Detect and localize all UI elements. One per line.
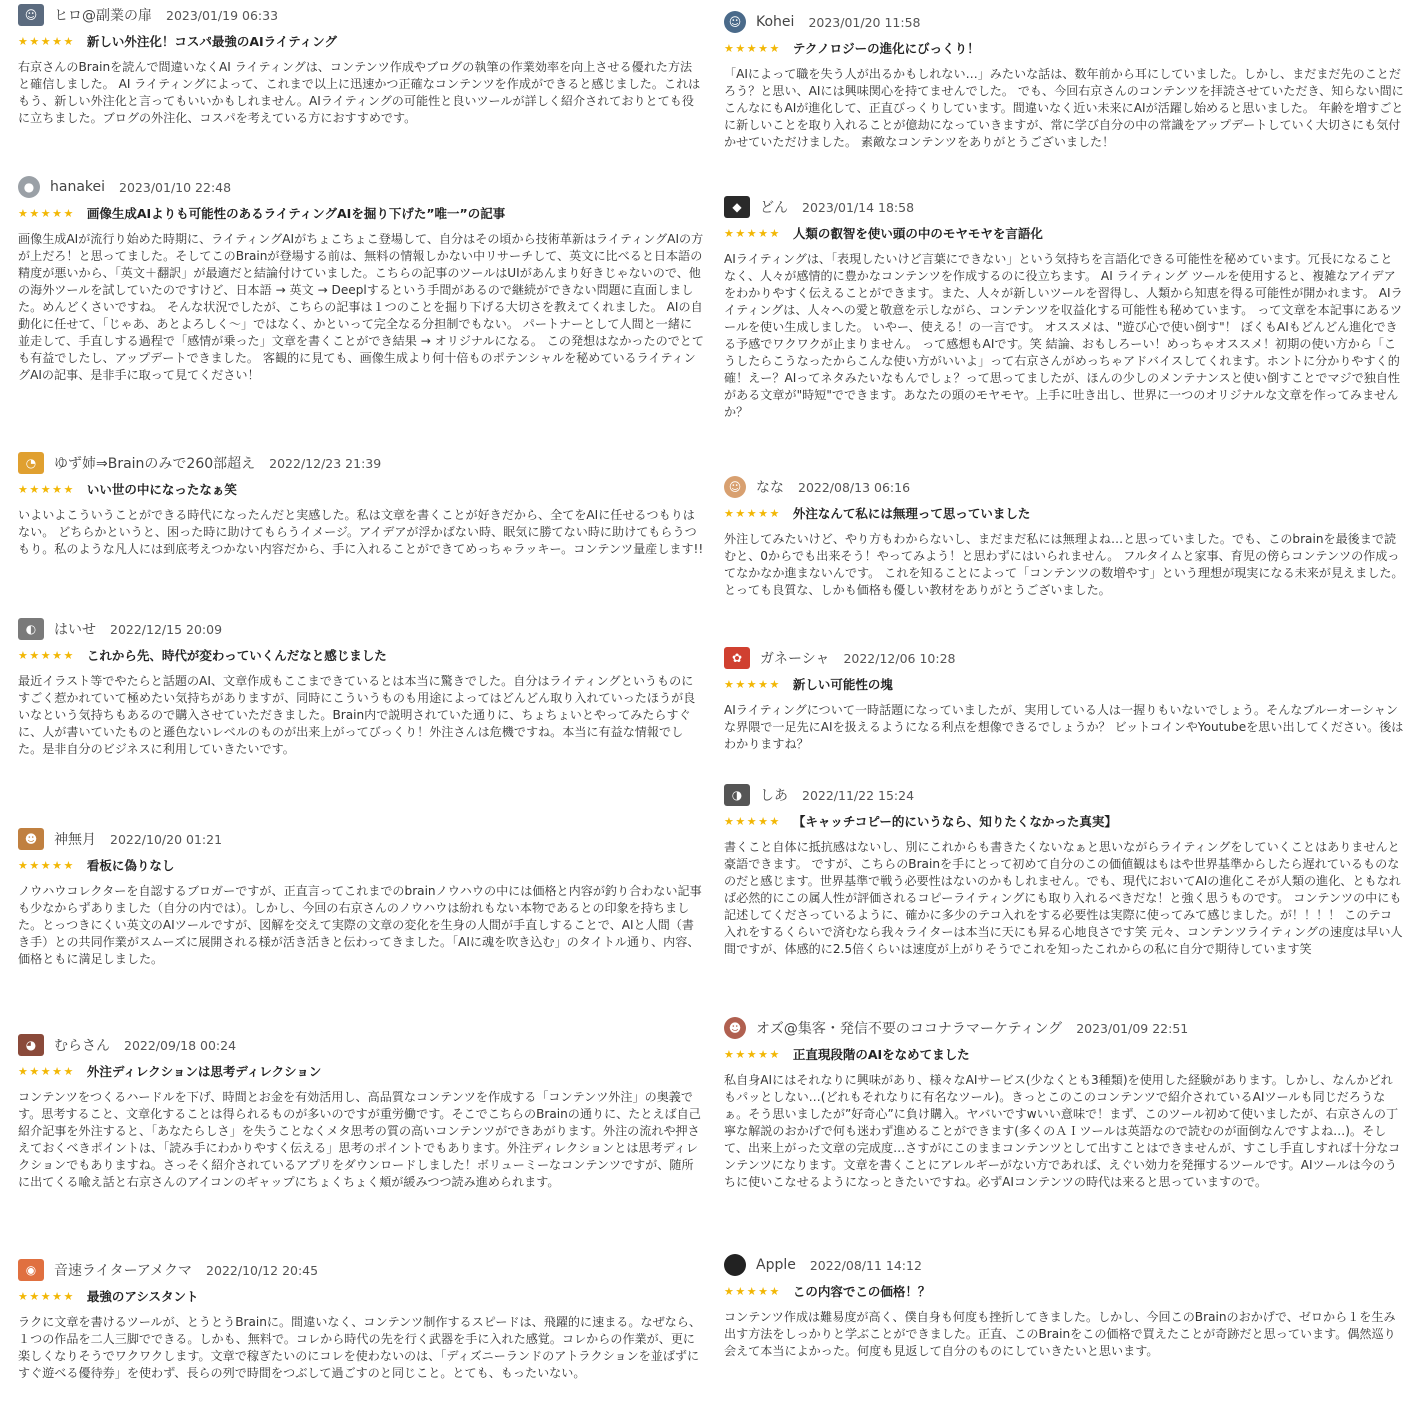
review-card	[724, 647, 1404, 753]
review-body: AIライティングは、「表現したいけど言葉にできない」という気持ちを言語化できる可能性を秘めています。冗長になることなく、人々が感情的に豊かなコンテンツを作成するのに役立ちます。 AI ライティング ツールを使用すると、複雑なアイデアをわかりやすく伝えることができます。また、人々が新しいツールを習得し、人類から知恵を得る可能性が開かれます。 AIライティングは、人々への愛と敬意を示しながら、コンテンツを収益化する可能性も秘めています。 って文章を本記事にあるツールを使い生成しました。 いやー、使える！の一言です。 オススメは、"遊び心で使い倒す"！ ぼくもAIもどんどん進化できる予感でワクワクが止まりません。 って感想もAIです。笑 結論、おもしろーい！めっちゃオススメ！初期の使い方から「こうしたらこうなったからこんな使い方がいいよ」って右京さんがめっちゃアドバイスしてくれます。ホントに分かりやすく的確！えー？AIってネタみたいなもんでしょ？って思ってましたが、ほんの少しのメンテナンスと使い倒すことでマジで独自性がある文章が"時短"でできます。あなたの頭のモヤモヤ。上手に吐き出し、世界に一つのオリジナルな文章を作ってみませんか？	[724, 252, 1403, 419]
star-rating-icon: ★★★★★	[18, 34, 75, 48]
reviewer-name[interactable]: hanakei	[50, 179, 106, 195]
review-header	[724, 1254, 1404, 1276]
star-rating-icon: ★★★★★	[18, 1289, 75, 1303]
reviewer-name[interactable]: しあ	[760, 788, 788, 804]
user-avatar-icon[interactable]: ◐	[18, 618, 44, 640]
review-card	[18, 618, 704, 758]
review-header	[724, 784, 1404, 806]
review-date: 2022/08/13 06:16	[798, 479, 911, 495]
review-rating	[724, 1282, 1404, 1300]
review-header	[724, 1017, 1404, 1039]
review-header	[18, 4, 704, 26]
user-avatar-icon[interactable]: ☻	[724, 1017, 746, 1039]
user-avatar-icon[interactable]: ◑	[724, 784, 750, 806]
review-body: ラクに文章を書けるツールが、とうとうBrainに。間違いなく、コンテンツ制作するスピードは、飛躍的に速まる。なぜなら、１つの作品を二人三脚でできる。しかも、無料で。コレから時代の先を行く武器を手に入れた感覚。コレからの作業が、更に楽しくなりそうでワクワクします。文章で稼ぎたいのにコレを使わないのは、「ディズニーランドのアトラクションを並ばずにすぐ遊べる優待券」を使わず、長らの列で時間をつぶして過ごすのと同じこと。とても、もったいない。	[18, 1315, 701, 1380]
review-rating	[18, 1062, 704, 1080]
review-title: 人類の叡智を使い頭の中のモヤモヤを言語化	[792, 226, 1043, 241]
review-rating	[18, 204, 704, 222]
review-body: AIライティングについて一時話題になっていましたが、実用している人は一握りもいないでしょう。そんなブルーオーシャンな界隈で一足先にAIを扱えるようになる利点を想像できるでしょうか？ ビットコインやYoutubeを思い出してください。後はわかりますね？	[724, 703, 1404, 751]
review-body: 外注してみたいけど、やり方もわからないし、まだまだ私には無理よね…と思っていました。でも、このbrainを最後まで読むと、0からでも出来そう！やってみよう！と思わずにはいられません。 フルタイムと家事、育児の傍らコンテンツの作成ってなかなか進まないんです。 これを知ることによって「コンテンツの数増やす」という理想が現実になる未来が見えました。とっても良質な、しかも価格も優しい教材をありがとうございました。	[724, 532, 1404, 597]
star-rating-icon: ★★★★★	[18, 482, 75, 496]
review-date: 2023/01/10 22:48	[119, 179, 232, 195]
review-rating	[724, 504, 1404, 522]
star-rating-icon: ★★★★★	[724, 677, 781, 691]
review-card	[724, 196, 1404, 421]
reviewer-name[interactable]: オズ@集客・発信不要のココナラマーケティング	[756, 1021, 1063, 1037]
review-title: 画像生成AIよりも可能性のあるライティングAIを掘り下げた”唯一”の記事	[86, 206, 506, 221]
review-title: この内容でこの価格！？	[792, 1284, 931, 1299]
star-rating-icon: ★★★★★	[724, 41, 781, 55]
review-header	[724, 647, 1404, 669]
reviewer-name[interactable]: ヒロ@副業の扉	[54, 8, 152, 24]
user-avatar-icon[interactable]: ◕	[18, 1034, 44, 1056]
star-rating-icon: ★★★★★	[724, 506, 781, 520]
review-header	[18, 828, 704, 850]
review-rating	[18, 856, 704, 874]
review-card	[18, 1034, 704, 1191]
review-card	[724, 476, 1404, 599]
review-header	[724, 476, 1404, 498]
review-body: 書くこと自体に抵抗感はないし、別にこれからも書きたくないなぁと思いながらライティングをしていくことはありませんと豪語できます。 ですが、こちらのBrainを手にとって初めて自分のこの価値観はもはや世界基準からしたら遅れているものなのだと感じます。世界基準で戦う必要性はないのかもしれません。でも、現代においてAIの進化こそが人類の進化、ともなれば必然的にこの属人性が評価されるコピーライティングにも取り入れるべきだな！と強く思うものです。 コンテンツの中にも記述してくださっているように、確かに多少のテコ入れをする必要性は実際に使ってみて感じました。が！！！！ このテコ入れをするくらいで済むなら我々ライターは本当に天にも昇る心地良さです笑 元々、コンテンツライティングの速度は早い人間ですが、体感的に2.5倍くらいは速度が上がりそうでこれを知ったこれからの私に自分で期待しています笑	[724, 840, 1403, 956]
review-body: ノウハウコレクターを自認するブロガーですが、正直言ってこれまでのbrainノウハウの中には価格と内容が釣り合わない記事も少なからずありました（自分の内では）。しかし、今回の右京さんのノウハウは紛れもない本物であるとの印象を持ちました。とっつきにくい英文のAIツールですが、図解を交えて実際の文章の変化を生身の人間が手直しすることで、AIと人間（書き手）との共同作業がスムーズに展開される様が活き活きと伝わってきました。「AIに魂を吹き込む」のタイトル通り、内容、価格ともに満足しました。	[18, 884, 702, 966]
review-body: 最近イラスト等でやたらと話題のAI、文章作成もここまできているとは本当に驚きでした。自分はライティングというものにすごく惹かれていて極めたい気持ちがありますが、同時にこういうものも用途によってはどんどん取り入れていったほうが良いなという気持ちもあるので購入させていただきました。Brain内で説明されていた通りに、ちょちょいとやってみたらすぐに、人が書いていたものと遜色ないレベルのものが出来上がってびっくり！外注さんは危機ですね。本当に有益な情報でした。是非自分のビジネスに利用していきたいです。	[18, 674, 696, 756]
review-title: 新しい可能性の塊	[792, 677, 893, 692]
review-title: これから先、時代が変わっていくんだなと感じました	[86, 648, 387, 663]
review-title: 外注ディレクションは思考ディレクション	[86, 1064, 322, 1079]
review-date: 2022/12/06 10:28	[843, 650, 956, 666]
review-title: 外注なんて私には無理って思っていました	[792, 506, 1031, 521]
review-header	[18, 1259, 704, 1281]
review-rating	[724, 675, 1404, 693]
review-card	[724, 1017, 1404, 1191]
review-body: 「AIによって職を失う人が出るかもしれない…」みたいな話は、数年前から耳にしていました。しかし、まだまだ先のことだろう？と思い、AIには興味関心を持てませんでした。 でも、今回右京さんのコンテンツを拝読させていただき、知らない間にこんなにもAIが進化して、正直びっくりしています。間違いなく近い未来にAIが活躍し始めると思いました。 年齢を増すごとに新しいことを取り入れることが億劫になっていきますが、常に学び自分の中の常識をアップデートしていく大切さにも気付かせていただけました。 素敵なコンテンツをありがとうございました！	[724, 67, 1404, 149]
review-date: 2022/08/11 14:12	[809, 1257, 922, 1273]
review-date: 2022/11/22 15:24	[802, 787, 915, 803]
review-card	[18, 828, 704, 968]
review-date: 2022/12/23 21:39	[269, 455, 382, 471]
review-card	[724, 11, 1404, 151]
reviewer-name[interactable]: ゆず姉⇒Brainのみで260部超え	[54, 456, 256, 472]
review-date: 2022/09/18 00:24	[124, 1037, 237, 1053]
star-rating-icon: ★★★★★	[724, 1284, 781, 1298]
review-date: 2023/01/09 22:51	[1076, 1020, 1189, 1036]
review-rating	[18, 1287, 704, 1305]
reviewer-name[interactable]: どん	[760, 200, 788, 216]
review-card	[18, 4, 704, 127]
reviewer-name[interactable]: むらさん	[54, 1038, 110, 1054]
review-date: 2022/10/20 01:21	[110, 831, 223, 847]
review-header	[18, 618, 704, 640]
star-rating-icon: ★★★★★	[724, 1047, 781, 1061]
reviewer-name[interactable]: 神無月	[54, 832, 96, 848]
review-header	[724, 11, 1404, 33]
review-rating	[724, 224, 1404, 242]
reviewer-name[interactable]: Apple	[756, 1257, 796, 1273]
review-header	[18, 452, 704, 474]
review-date: 2022/10/12 20:45	[206, 1262, 319, 1278]
review-title: 新しい外注化！コスパ最強のAIライティング	[86, 34, 338, 49]
review-header	[724, 196, 1404, 218]
review-card	[18, 176, 704, 384]
review-date: 2023/01/20 11:58	[808, 14, 921, 30]
review-rating	[724, 1045, 1404, 1063]
review-title: テクノロジーの進化にびっくり！	[792, 41, 980, 56]
review-body: コンテンツ作成は難易度が高く、僕自身も何度も挫折してきました。しかし、今回このBrainのおかげで、ゼロから１を生み出す方法をしっかりと学ぶことができました。正直、このBrainをこの価格で買えたことが奇跡だと思っています。偶然巡り会えて本当によかった。何度も見返して自分のものにしていきたいと思います。	[724, 1310, 1396, 1358]
reviewer-name[interactable]: なな	[756, 480, 784, 496]
user-avatar-icon[interactable]: ◆	[724, 196, 750, 218]
review-card	[18, 1259, 704, 1382]
review-header	[18, 176, 704, 198]
user-avatar-icon[interactable]: ☺	[724, 476, 746, 498]
review-rating	[18, 480, 704, 498]
star-rating-icon: ★★★★★	[18, 648, 75, 662]
star-rating-icon: ★★★★★	[724, 226, 781, 240]
review-rating	[18, 32, 704, 50]
review-body: コンテンツをつくるハードルを下げ、時間とお金を有効活用し、高品質なコンテンツを作成する「コンテンツ外注」の奥義です。思考すること、文章化することは得られるものが多いのですが重労働です。そこでこちらのBrainの通りに、たとえば自己紹介記事を外注すると、「あなたらしさ」を失うことなくメタ思考の質の高いコンテンツができあがります。外注の流れや押さえておくべきポイントは、「読み手にわかりやすく伝える」思考のポイントでもあります。外注ディレクションとは思考ディレクションでもありますね。さっそく紹介されているアプリをダウンロードしました！ボリューミーなコンテンツですが、随所に出てくる喩え話と右京さんのアイコンのギャップにちょくちょく頬が緩みつつ読み進められます。	[18, 1090, 701, 1189]
star-rating-icon: ★★★★★	[724, 814, 781, 828]
review-card	[724, 1254, 1404, 1360]
apple-logo-icon[interactable]	[724, 1254, 746, 1276]
review-title: 最強のアシスタント	[86, 1289, 199, 1304]
star-rating-icon: ★★★★★	[18, 1064, 75, 1078]
user-avatar-icon[interactable]: ☻	[18, 828, 44, 850]
review-body: 私自身AIにはそれなりに興味があり、様々なAIサービス(少なくとも3種類)を使用した経験があります。しかし、なんかどれもパッとしない…(どれもそれなりに有名なツール)。きっとこのこのコンテンツで紹介されているAIツールも同じだろうなぁ。そう思いましたが”好奇心”に負け購入。ヤバいですwいい意味で！まず、このツール初めて使いましたが、右京さんの丁寧な解説のおかげで何も迷わず進めることができます(多くのＡＩツールは英語なので読むのが面倒なんですよね…)。そして、出来上がった文章の完成度…さすがにこのままコンテンツとして出すことはできませんが、すこし手直しすれば十分なコンテンツになります。文章を書くことにアレルギーがない方であれば、えぐい効力を発揮するツールです。AIツールは今のうちに使いこなせるようになっときたいですね。必ずAIコンテンツの時代は来ると思っていますので。	[724, 1073, 1401, 1189]
review-title: 【キャッチコピー的にいうなら、知りたくなかった真実】	[792, 814, 1117, 829]
user-avatar-icon[interactable]: ◔	[18, 452, 44, 474]
user-avatar-icon[interactable]: ☺	[18, 4, 44, 26]
review-date: 2022/12/15 20:09	[110, 621, 223, 637]
review-card	[724, 784, 1404, 958]
review-header	[18, 1034, 704, 1056]
reviewer-name[interactable]: ガネーシャ	[760, 651, 830, 667]
user-avatar-icon[interactable]: ☺	[724, 11, 746, 33]
review-rating	[724, 812, 1404, 830]
review-title: 正直現段階のAIをなめてました	[792, 1047, 970, 1062]
reviewer-name[interactable]: 音速ライターアメクマ	[54, 1263, 193, 1279]
user-avatar-icon[interactable]: ◉	[18, 1259, 44, 1281]
review-body: 右京さんのBrainを読んで間違いなくAI ライティングは、コンテンツ作成やブログの執筆の作業効率を向上させる優れた方法と確信しました。 AI ライティングによって、これまで以上に迅速かつ正確なコンテンツを作成ができると感じました。これはもう、新しい外注化と言ってもいいかもしれません。AIライティングの可能性と良いツールが詳しく紹介されておりとても役に立ちました。ブログの外注化、コスパを考えている方におすすめです。	[18, 60, 701, 125]
review-title: いい世の中になったなぁ笑	[86, 482, 237, 497]
review-date: 2023/01/19 06:33	[166, 7, 279, 23]
review-rating	[18, 646, 704, 664]
review-date: 2023/01/14 18:58	[802, 199, 915, 215]
star-rating-icon: ★★★★★	[18, 858, 75, 872]
review-body: いよいよこういうことができる時代になったんだと実感した。私は文章を書くことが好きだから、全てをAIに任せるつもりはない。 どちらかというと、困った時に助けてもらうイメージ。アイデアが浮かばない時、眠気に勝てない時に助けてもらうつもり。私のような凡人には到底考えつかない内容だから、手に入れることができてめっちゃラッキー。コンテンツ量産します!!	[18, 508, 704, 556]
reviewer-name[interactable]: Kohei	[756, 14, 795, 30]
review-body: 画像生成AIが流行り始めた時期に、ライティングAIがちょこちょこ登場して、自分はその頃から技術革新はライティングAIの方が上だろ！と思ってました。そしてこのBrainが登場する前は、無料の情報しかない中リサーチして、英文に比べると日本語の精度が悪いから、「英文＋翻訳」が最適だと結論付けていました。こちらの記事のツールはUIがあんまり好きじゃないので、他の海外ツールを試していたのですけど、日本語 → 英文 → Deeplするという手間があるので継続ができない問題に直面しました。めんどくさいですね。 そんな状況でしたが、こちらの記事は１つのことを掘り下げる大切さを教えてくれました。 AIの自動化に任せて、「じゃあ、あとよろしく〜」ではなく、かといって完全なる分担制でもない。 パートナーとして人間と一緒に並走して、手直しする過程で「感情が乗った」文章を書くことができ結果 → オリジナルになる。 この発想はなかったのでとても有益でしたし、アップデートできました。 客観的に見ても、画像生成より何十倍ものポテンシャルを秘めているライティングAIの記事、是非手に取って見てください！	[18, 232, 704, 382]
user-avatar-icon[interactable]: ✿	[724, 647, 750, 669]
review-title: 看板に偽りなし	[86, 858, 175, 873]
default-user-icon[interactable]: ●	[18, 176, 40, 198]
reviewer-name[interactable]: はいせ	[54, 622, 96, 638]
review-rating	[724, 39, 1404, 57]
review-card	[18, 452, 704, 558]
star-rating-icon: ★★★★★	[18, 206, 75, 220]
